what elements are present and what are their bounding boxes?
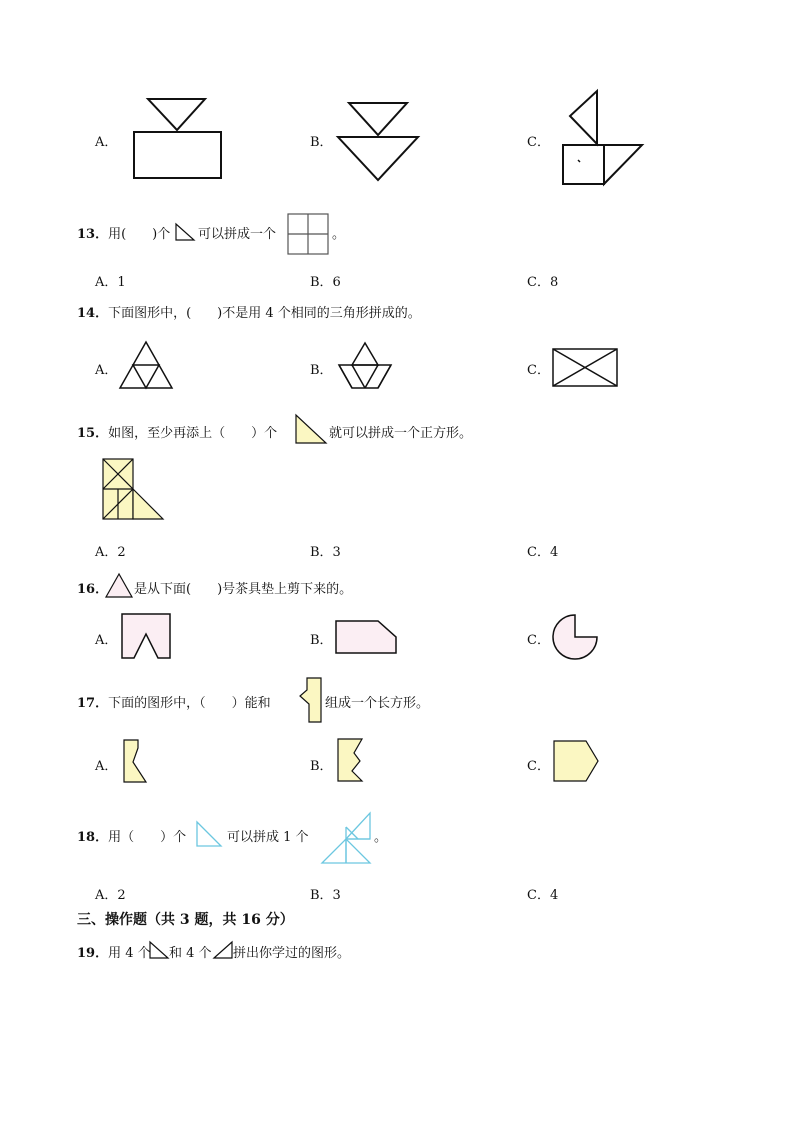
blue-triangle-icon xyxy=(195,820,223,848)
q19-text-a: 用 4 个 xyxy=(108,946,151,961)
q12-option-b[interactable]: B． xyxy=(310,135,333,150)
q16-figure-a xyxy=(120,612,172,660)
q13-number: 13． xyxy=(77,227,109,242)
q16-option-c[interactable]: C． xyxy=(527,633,550,648)
q12-option-a[interactable]: A． xyxy=(95,135,118,150)
q18-option-b[interactable]: B．3 xyxy=(310,888,341,903)
q17-figure-b xyxy=(336,737,366,783)
blue-composite-figure xyxy=(320,811,374,865)
q17-stem xyxy=(77,692,271,711)
yellow-triangle-icon xyxy=(294,413,328,445)
q15-stem xyxy=(77,422,277,441)
q16-figure-c xyxy=(551,613,599,661)
q17-figure-a xyxy=(122,738,150,784)
q13-text-b: 可以拼成一个 xyxy=(198,227,277,242)
q14-figure-b xyxy=(336,341,394,391)
q16-figure-b xyxy=(334,619,398,655)
q17-option-a[interactable]: A． xyxy=(95,759,118,774)
q13-text-a: 用( )个 xyxy=(108,227,171,242)
q14-text: 下面图形中，( )不是用 4 个相同的三角形拼成的。 xyxy=(108,306,421,321)
pink-triangle-icon xyxy=(104,572,134,599)
q18-text-c: 。 xyxy=(374,830,388,845)
q14-number: 14． xyxy=(77,306,109,321)
q14-figure-c xyxy=(552,348,618,388)
q13-text-c: 。 xyxy=(332,227,346,242)
section-title: 三、操作题（共 3 题，共 16 分） xyxy=(77,912,294,928)
q13-option-b[interactable]: B．6 xyxy=(310,275,341,290)
q14-figure-a xyxy=(118,340,174,390)
q12-option-c[interactable]: C． xyxy=(527,135,550,150)
q14-option-c[interactable]: C． xyxy=(527,363,550,378)
q19-text-b: 和 4 个 xyxy=(169,946,212,961)
grid-square-icon xyxy=(287,213,329,255)
q13-stem xyxy=(77,223,170,242)
q17-figure-c xyxy=(552,739,600,783)
q13-option-a[interactable]: A．1 xyxy=(95,275,126,290)
q14-option-b[interactable]: B． xyxy=(310,363,333,378)
q19-number: 19． xyxy=(77,946,109,961)
q13-option-c[interactable]: C．8 xyxy=(527,275,559,290)
slanted-triangle-icon xyxy=(212,940,234,960)
q19-stem xyxy=(77,942,151,961)
yellow-irregular-shape-icon xyxy=(297,676,323,724)
right-triangle-icon xyxy=(148,940,170,960)
q19-text-c: 拼出你学过的图形。 xyxy=(233,946,351,961)
q15-option-a[interactable]: A．2 xyxy=(95,545,126,560)
q18-text-b: 可以拼成 1 个 xyxy=(227,830,309,845)
q14-option-a[interactable]: A． xyxy=(95,363,118,378)
q15-number: 15． xyxy=(77,426,109,441)
q17-text-b: 组成一个长方形。 xyxy=(325,696,430,711)
q17-text-a: 下面的图形中，（ ）能和 xyxy=(108,696,271,711)
q15-option-b[interactable]: B．3 xyxy=(310,545,341,560)
q16-text: 是从下面( )号茶具垫上剪下来的。 xyxy=(134,582,353,597)
q18-stem xyxy=(77,826,186,845)
q12-figure-c xyxy=(558,88,646,188)
small-right-triangle-icon xyxy=(174,222,196,242)
q18-number: 18． xyxy=(77,830,109,845)
q17-option-b[interactable]: B． xyxy=(310,759,333,774)
q12-figure-a xyxy=(130,96,225,182)
q15-text-b: 就可以拼成一个正方形。 xyxy=(329,426,473,441)
q17-number: 17． xyxy=(77,696,109,711)
q16-option-a[interactable]: A． xyxy=(95,633,118,648)
q18-text-a: 用（ ）个 xyxy=(108,830,187,845)
q18-option-c[interactable]: C．4 xyxy=(527,888,559,903)
q14-stem xyxy=(77,302,421,321)
q16-option-b[interactable]: B． xyxy=(310,633,333,648)
q17-option-c[interactable]: C． xyxy=(527,759,550,774)
q15-partial-square-figure xyxy=(102,458,164,522)
q15-option-c[interactable]: C．4 xyxy=(527,545,559,560)
q15-text-a: 如图，至少再添上（ ）个 xyxy=(108,426,278,441)
q12-figure-b xyxy=(335,100,420,184)
q18-option-a[interactable]: A．2 xyxy=(95,888,126,903)
q16-number: 16． xyxy=(77,582,109,597)
